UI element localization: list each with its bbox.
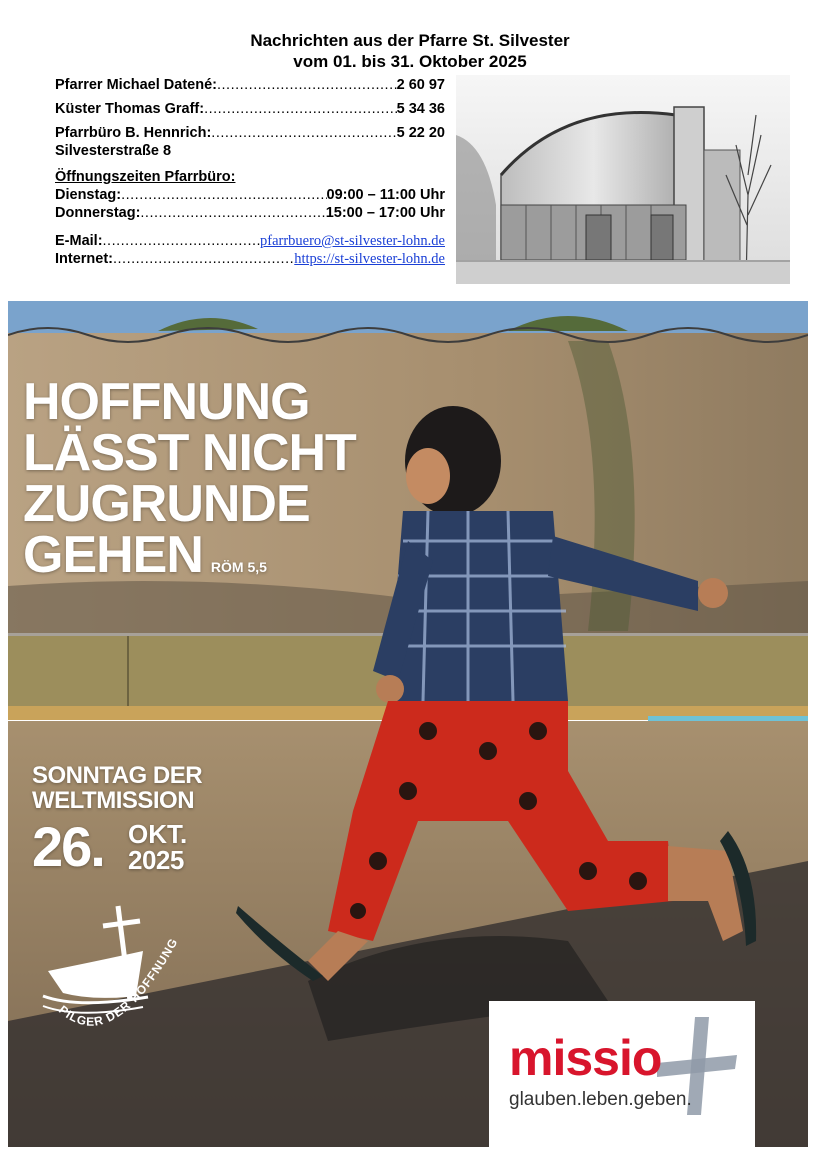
pilger-der-hoffnung-logo xyxy=(38,901,188,1051)
weltmission-poster xyxy=(8,301,808,1147)
missio-brand-text: missio xyxy=(509,1030,662,1086)
kuester-phone: 5 34 36 xyxy=(396,101,445,117)
leader-dots xyxy=(140,204,325,222)
thursday-label: Donnerstag: xyxy=(55,205,141,221)
contact-kuester xyxy=(55,100,445,118)
event-title-line-2: WELTMISSION xyxy=(32,787,195,814)
thursday-hours: 15:00 – 17:00 Uhr xyxy=(325,205,445,221)
missio-logo xyxy=(489,1001,755,1147)
leader-dots xyxy=(113,250,294,268)
newsletter-title: Nachrichten aus der Pfarre St. Silvester xyxy=(250,31,570,50)
pilger-logo-text: PILGER DER HOFFNUNG xyxy=(56,935,181,1029)
headline-line-4: GEHEN xyxy=(23,526,203,584)
hours-heading: Öffnungszeiten Pfarrbüro: xyxy=(55,169,236,185)
contact-pfarrer xyxy=(55,76,445,94)
web-label: Internet: xyxy=(55,251,113,267)
event-year: 2025 xyxy=(128,845,184,875)
leader-dots xyxy=(204,100,397,118)
website-link[interactable]: https://st-silvester-lohn.de xyxy=(294,251,445,267)
leader-dots xyxy=(211,124,396,142)
poster-headline xyxy=(23,373,356,593)
headline-line-1: HOFFNUNG xyxy=(23,373,310,431)
email-label: E-Mail: xyxy=(55,233,103,249)
leader-dots xyxy=(217,76,397,94)
hours-tuesday xyxy=(55,186,445,204)
contact-email xyxy=(55,232,445,250)
buero-address: Silvesterstraße 8 xyxy=(55,143,172,159)
pfarrer-label: Pfarrer Michael Datené: xyxy=(55,77,217,93)
bible-reference: RÖM 5,5 xyxy=(210,559,267,575)
missio-tagline: glauben.leben.geben. xyxy=(509,1089,692,1110)
pfarrer-phone: 2 60 97 xyxy=(396,77,445,93)
tuesday-label: Dienstag: xyxy=(55,187,122,203)
buero-label: Pfarrbüro B. Hennrich: xyxy=(55,125,212,141)
tuesday-hours: 09:00 – 11:00 Uhr xyxy=(326,187,445,203)
newsletter-date-range: vom 01. bis 31. Oktober 2025 xyxy=(293,52,527,71)
church-sketch-image xyxy=(456,75,790,284)
event-date xyxy=(32,815,188,878)
leader-dots xyxy=(121,186,326,204)
headline-line-2: LÄSST NICHT xyxy=(23,424,356,482)
hours-thursday xyxy=(55,204,445,222)
event-title xyxy=(32,763,202,813)
kuester-label: Küster Thomas Graff: xyxy=(55,101,205,117)
email-link[interactable]: pfarrbuero@st-silvester-lohn.de xyxy=(260,233,445,249)
headline-line-3: ZUGRUNDE xyxy=(23,475,310,533)
leader-dots xyxy=(103,232,260,250)
contact-block xyxy=(55,76,445,268)
event-title-line-1: SONNTAG DER xyxy=(32,762,203,789)
contact-buero xyxy=(55,124,445,142)
event-month: OKT. xyxy=(128,819,188,849)
buero-phone: 5 22 20 xyxy=(396,125,445,141)
contact-website xyxy=(55,250,445,268)
event-day: 26. xyxy=(32,815,104,878)
